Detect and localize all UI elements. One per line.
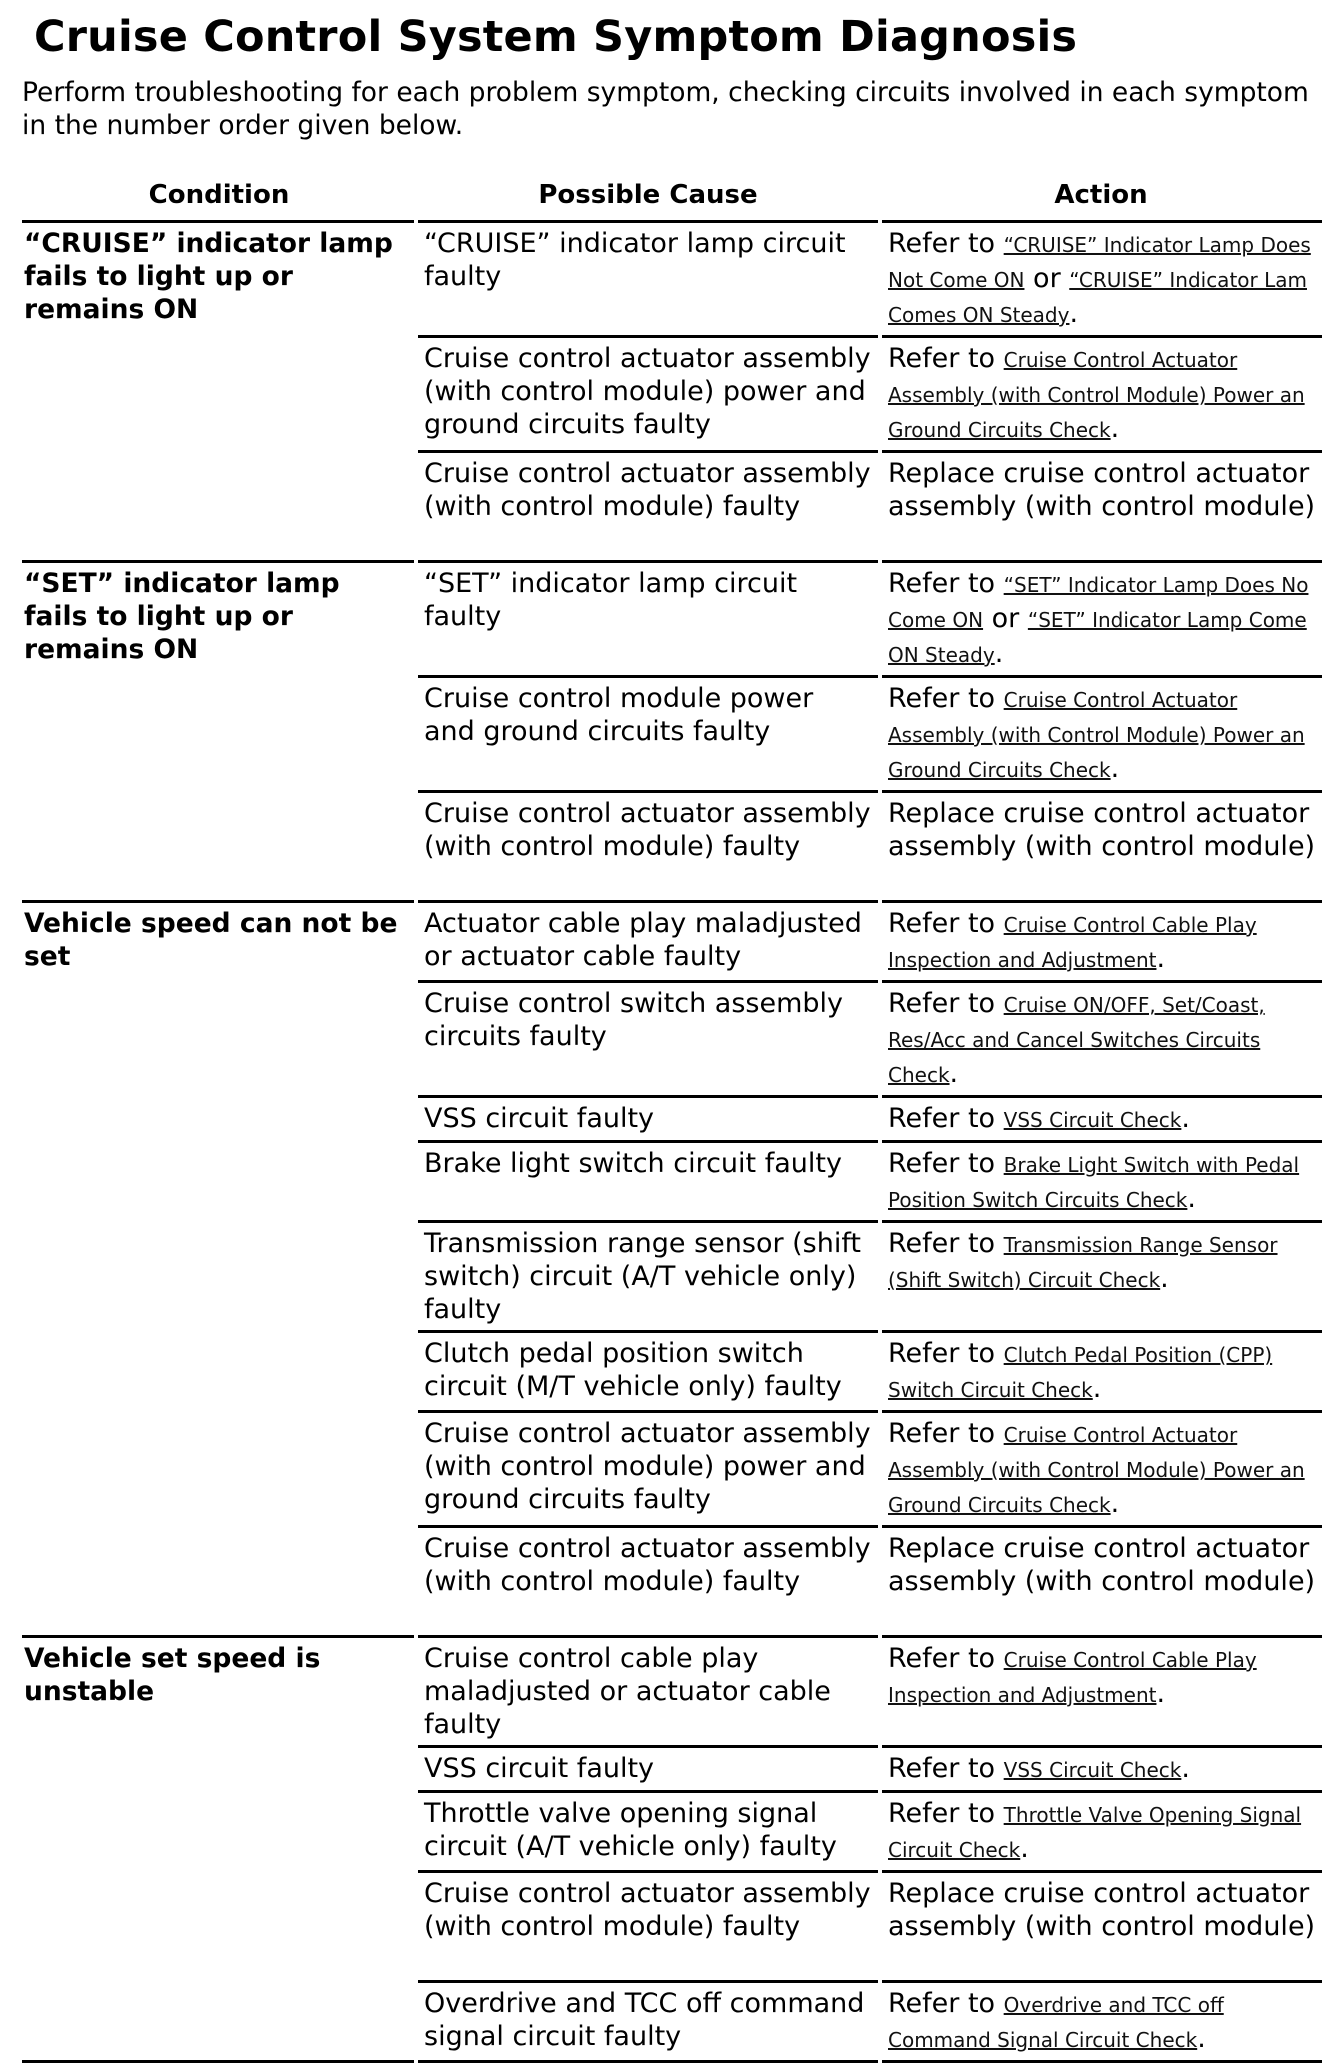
refer-to-text: Refer to — [888, 1103, 996, 1134]
cause-cell: Throttle valve opening signal circuit (A/T vehicle only) faulty — [416, 1792, 880, 1872]
refer-to-text: Refer to — [888, 1148, 996, 1179]
refer-to-text: Refer to — [888, 568, 996, 599]
link-actuator-power-ground[interactable]: Assembly (with Control Module) Power an — [888, 383, 1305, 407]
action-cell — [880, 792, 1322, 902]
cause-cell: Cruise control actuator assembly (with control module) faulty — [416, 1872, 880, 1982]
action-cell — [880, 452, 1322, 562]
link-od-tcc-signal[interactable]: Command Signal Circuit Check — [888, 2028, 1198, 2052]
action-cell: Refer to Overdrive and TCC off Command Signal Circuit Check. — [880, 1982, 1322, 2062]
link-actuator-power-ground[interactable]: Cruise Control Actuator — [1003, 1423, 1238, 1447]
link-throttle-valve-signal[interactable]: Circuit Check — [888, 1838, 1021, 1862]
cause-cell: Cruise control cable play maladjusted or actuator cable faulty — [416, 1637, 880, 1747]
action-text: assembly (with control module) — [888, 491, 1316, 522]
table-row — [22, 222, 1322, 337]
action-cell — [880, 1872, 1322, 1982]
link-actuator-power-ground[interactable]: Cruise Control Actuator — [1003, 348, 1238, 372]
refer-to-text: Refer to — [888, 988, 996, 1019]
action-cell: Refer to Transmission Range Sensor (Shift Switch) Circuit Check. — [880, 1222, 1322, 1332]
link-cable-play[interactable]: Inspection and Adjustment — [888, 948, 1157, 972]
cause-cell: Cruise control module power and ground circuits faulty — [416, 677, 880, 792]
link-brake-light-switch[interactable]: Position Switch Circuits Check — [888, 1188, 1188, 1212]
link-actuator-power-ground[interactable]: Ground Circuits Check — [888, 418, 1111, 442]
header-action: Action — [880, 170, 1322, 222]
link-vss-circuit[interactable]: VSS Circuit Check — [1003, 1108, 1182, 1132]
action-text: assembly (with control module) — [888, 1911, 1316, 1942]
action-cell: Refer to “CRUISE” Indicator Lamp Does Not Come ON or “CRUISE” Indicator Lam Comes ON Steady. — [880, 222, 1322, 337]
cause-cell: Cruise control actuator assembly (with control module) power and ground circuits faulty — [416, 337, 880, 452]
link-cruise-lamp-steady-cont[interactable]: Comes ON Steady — [888, 303, 1070, 327]
action-cell: Refer to “SET” Indicator Lamp Does No Come ON or “SET” Indicator Lamp Come ON Steady. — [880, 562, 1322, 677]
action-text: assembly (with control module) — [888, 831, 1316, 862]
action-text: Replace cruise control actuator — [888, 1533, 1310, 1564]
cause-cell: Overdrive and TCC off command signal circuit faulty — [416, 1982, 880, 2062]
refer-to-text: Refer to — [888, 1753, 996, 1784]
condition-cell: “CRUISE” indicator lamp fails to light up or remains ON — [22, 222, 416, 562]
refer-to-text: Refer to — [888, 1798, 996, 1829]
cause-cell: Cruise control actuator assembly (with control module) faulty — [416, 792, 880, 902]
table-header-row — [22, 170, 1322, 222]
cause-cell: Cruise control actuator assembly (with control module) power and ground circuits faulty — [416, 1412, 880, 1527]
condition-cell: Vehicle set speed is unstable — [22, 1637, 416, 2062]
cause-cell: Brake light switch circuit faulty — [416, 1142, 880, 1222]
refer-to-text: Refer to — [888, 1643, 996, 1674]
action-cell — [880, 1527, 1322, 1637]
action-text: Replace cruise control actuator — [888, 798, 1310, 829]
cause-cell: Actuator cable play maladjusted or actuator cable faulty — [416, 902, 880, 982]
action-text: assembly (with control module) — [888, 1566, 1316, 1597]
link-switches-circuits[interactable]: Res/Acc and Cancel Switches Circuits — [888, 1028, 1261, 1052]
link-trans-range-sensor[interactable]: (Shift Switch) Circuit Check — [888, 1268, 1161, 1292]
refer-to-text: Refer to — [888, 1418, 996, 1449]
or-text: or — [1033, 263, 1061, 294]
action-cell: Refer to VSS Circuit Check. — [880, 1097, 1322, 1142]
action-cell: Refer to Cruise ON/OFF, Set/Coast, Res/Acc and Cancel Switches Circuits Check. — [880, 982, 1322, 1097]
link-actuator-power-ground[interactable]: Assembly (with Control Module) Power an — [888, 1458, 1305, 1482]
action-text: Replace cruise control actuator — [888, 458, 1310, 489]
link-actuator-power-ground[interactable]: Ground Circuits Check — [888, 758, 1111, 782]
refer-to-text: Refer to — [888, 1988, 996, 2019]
link-actuator-power-ground[interactable]: Cruise Control Actuator — [1003, 688, 1238, 712]
link-cable-play[interactable]: Inspection and Adjustment — [888, 1683, 1157, 1707]
cause-cell: “SET” indicator lamp circuit faulty — [416, 562, 880, 677]
link-switches-circuits[interactable]: Cruise ON/OFF, Set/Coast, — [1003, 993, 1265, 1017]
link-cpp-switch[interactable]: Switch Circuit Check — [888, 1378, 1093, 1402]
action-cell: Refer to Clutch Pedal Position (CPP) Switch Circuit Check. — [880, 1332, 1322, 1412]
or-text: or — [991, 603, 1020, 634]
link-switches-circuits[interactable]: Check — [888, 1063, 950, 1087]
cause-cell: VSS circuit faulty — [416, 1747, 880, 1792]
link-cruise-lamp-not-on-cont[interactable]: Not Come ON — [888, 268, 1025, 292]
action-cell: Refer to Cruise Control Actuator Assembly (with Control Module) Power an Ground Circuits Check. — [880, 677, 1322, 792]
link-set-lamp-steady[interactable]: “SET” Indicator Lamp Come — [1027, 608, 1307, 632]
action-cell: Refer to Cruise Control Actuator Assembly (with Control Module) Power an Ground Circuits Check. — [880, 337, 1322, 452]
condition-cell: “SET” indicator lamp fails to light up or remains ON — [22, 562, 416, 902]
link-brake-light-switch[interactable]: Brake Light Switch with Pedal — [1003, 1153, 1300, 1177]
table-row — [22, 1637, 1322, 1747]
table-row — [22, 902, 1322, 982]
refer-to-text: Refer to — [888, 228, 996, 259]
intro-text: Perform troubleshooting for each problem symptom, checking circuits involved in each symptom in the number order given below. — [22, 77, 1309, 141]
symptom-table — [22, 170, 1322, 2063]
refer-to-text: Refer to — [888, 1228, 996, 1259]
refer-to-text: Refer to — [888, 343, 996, 374]
action-cell: Refer to Cruise Control Cable Play Inspection and Adjustment. — [880, 902, 1322, 982]
cause-cell: Cruise control actuator assembly (with control module) faulty — [416, 452, 880, 562]
link-cruise-lamp-steady[interactable]: “CRUISE” Indicator Lam — [1069, 268, 1307, 292]
link-actuator-power-ground[interactable]: Assembly (with Control Module) Power an — [888, 723, 1305, 747]
table-row — [22, 562, 1322, 677]
link-cruise-lamp-not-on[interactable]: “CRUISE” Indicator Lamp Does — [1003, 233, 1311, 257]
header-possible-cause: Possible Cause — [416, 170, 880, 222]
action-cell: Refer to Throttle Valve Opening Signal Circuit Check. — [880, 1792, 1322, 1872]
link-set-lamp-not-on-cont[interactable]: Come ON — [888, 608, 984, 632]
cause-cell: VSS circuit faulty — [416, 1097, 880, 1142]
refer-to-text: Refer to — [888, 683, 996, 714]
link-set-lamp-not-on[interactable]: “SET” Indicator Lamp Does No — [1003, 573, 1309, 597]
action-cell: Refer to VSS Circuit Check. — [880, 1747, 1322, 1792]
link-trans-range-sensor[interactable]: Transmission Range Sensor — [1003, 1233, 1278, 1257]
link-vss-circuit[interactable]: VSS Circuit Check — [1003, 1758, 1182, 1782]
action-cell: Refer to Cruise Control Cable Play Inspection and Adjustment. — [880, 1637, 1322, 1747]
cause-cell: Cruise control switch assembly circuits faulty — [416, 982, 880, 1097]
condition-cell: Vehicle speed can not be set — [22, 902, 416, 1637]
page-title: Cruise Control System Symptom Diagnosis — [34, 12, 1078, 62]
cause-cell: “CRUISE” indicator lamp circuit faulty — [416, 222, 880, 337]
cause-cell: Clutch pedal position switch circuit (M/T vehicle only) faulty — [416, 1332, 880, 1412]
header-condition: Condition — [22, 170, 416, 222]
action-text: Replace cruise control actuator — [888, 1878, 1310, 1909]
cause-cell: Cruise control actuator assembly (with control module) faulty — [416, 1527, 880, 1637]
link-cable-play[interactable]: Cruise Control Cable Play — [1003, 913, 1257, 937]
link-set-lamp-steady-cont[interactable]: ON Steady — [888, 643, 995, 667]
link-cable-play[interactable]: Cruise Control Cable Play — [1003, 1648, 1257, 1672]
refer-to-text: Refer to — [888, 1338, 996, 1369]
action-cell: Refer to Cruise Control Actuator Assembly (with Control Module) Power an Ground Circuits Check. — [880, 1412, 1322, 1527]
link-cpp-switch[interactable]: Clutch Pedal Position (CPP) — [1003, 1343, 1273, 1367]
action-cell: Refer to Brake Light Switch with Pedal Position Switch Circuits Check. — [880, 1142, 1322, 1222]
link-actuator-power-ground[interactable]: Ground Circuits Check — [888, 1493, 1111, 1517]
link-od-tcc-signal[interactable]: Overdrive and TCC off — [1003, 1993, 1224, 2017]
refer-to-text: Refer to — [888, 908, 996, 939]
link-throttle-valve-signal[interactable]: Throttle Valve Opening Signal — [1003, 1803, 1302, 1827]
cause-cell: Transmission range sensor (shift switch) circuit (A/T vehicle only) faulty — [416, 1222, 880, 1332]
